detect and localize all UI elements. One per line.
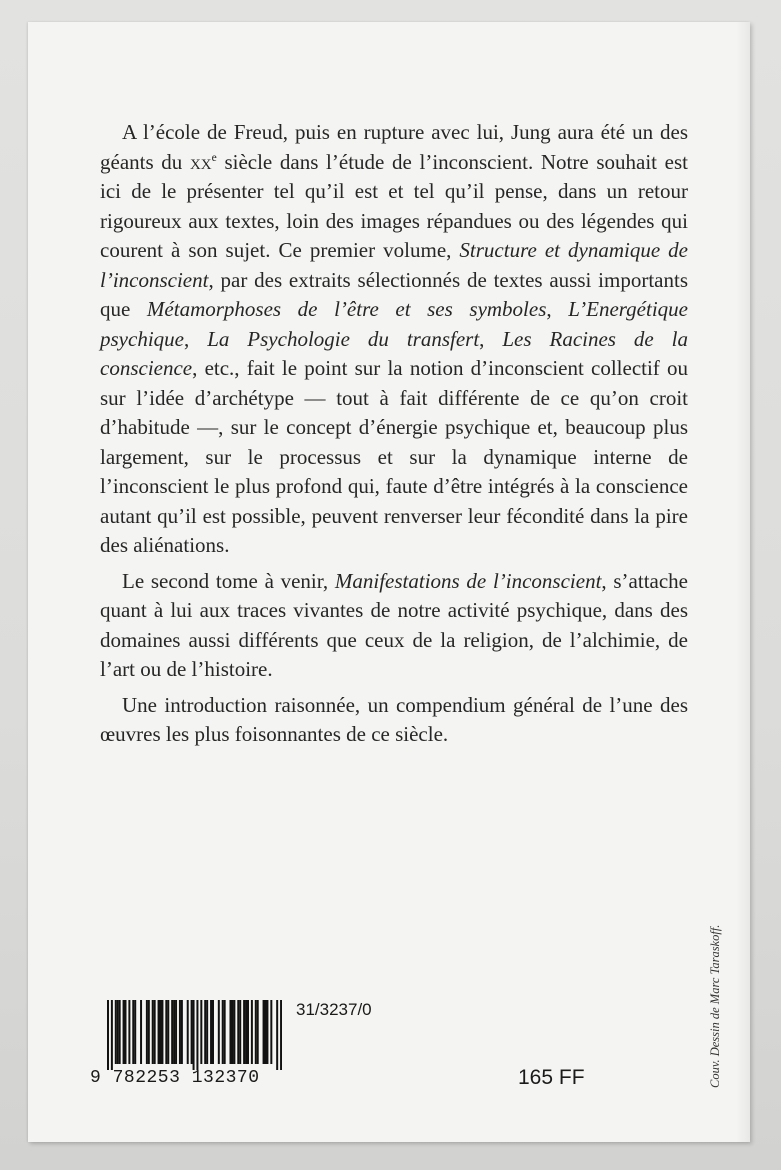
barcode-bar — [132, 1000, 134, 1064]
barcode-bar — [233, 1000, 235, 1064]
barcode-bar — [206, 1000, 208, 1064]
barcode-bar — [107, 1000, 109, 1070]
barcode-bar — [125, 1000, 127, 1064]
barcode-bar — [230, 1000, 232, 1064]
barcode-bar — [111, 1000, 113, 1070]
barcode-bars — [107, 1000, 282, 1070]
barcode-bar — [154, 1000, 156, 1064]
barcode-bar — [196, 1000, 198, 1070]
barcode-bar — [251, 1000, 253, 1064]
barcode-bar — [265, 1000, 267, 1064]
barcode-digits: 9 782253 132370 — [90, 1068, 260, 1088]
price-label: 165 FF — [518, 1066, 585, 1089]
title-racines: Les Racines de la conscience — [100, 326, 689, 380]
barcode-bar — [175, 1000, 177, 1064]
barcode-bar — [266, 1000, 268, 1064]
barcode-bar — [212, 1000, 214, 1064]
barcode-bar — [146, 1000, 148, 1064]
barcode-bar — [218, 1000, 220, 1064]
barcode-bar — [123, 1000, 125, 1064]
barcode-bar — [243, 1000, 245, 1064]
barcode-bar — [160, 1000, 162, 1064]
title-manifestations: Manifestations de l’inconscient — [334, 568, 602, 593]
back-cover-blurb — [100, 118, 688, 756]
barcode-bar — [181, 1000, 183, 1064]
barcode-bar — [247, 1000, 249, 1064]
barcode-bar — [231, 1000, 233, 1064]
barcode-bar — [152, 1000, 154, 1064]
barcode-bar — [222, 1000, 224, 1064]
barcode-bar — [128, 1000, 130, 1064]
blurb-paragraph-2: Le second tome à venir, Manifestations de l’inconscient, s’attache quant à lui aux traces vivantes de notre activité psychique, dans des domaines aussi différents que ceux de la religion, de l’alchimie, de l’art ou de l’histoire. — [100, 568, 688, 681]
barcode-bar — [245, 1000, 247, 1064]
blurb-paragraph-3: Une introduction raisonnée, un compendium général de l’une des œuvres les plus foisonnantes de ce siècle. — [100, 692, 688, 746]
barcode-bar — [255, 1000, 257, 1064]
title-energetique: L’Energétique psychique — [100, 297, 688, 351]
barcode-bar — [115, 1000, 117, 1064]
barcode-bar — [140, 1000, 142, 1064]
barcode-bar — [239, 1000, 241, 1064]
barcode-bar — [263, 1000, 265, 1064]
barcode-bar — [119, 1000, 121, 1064]
barcode-bar — [148, 1000, 150, 1064]
barcode-bar — [134, 1000, 136, 1064]
barcode-bar — [200, 1000, 202, 1064]
barcode-bar — [276, 1000, 278, 1070]
title-structure: Structure et dynamique de l’inconscient — [100, 238, 688, 292]
barcode-bar — [204, 1000, 206, 1064]
barcode-bar — [167, 1000, 169, 1064]
barcode-bar — [280, 1000, 282, 1070]
catalog-code: 31/3237/0 — [296, 1000, 372, 1019]
barcode-bar — [210, 1000, 212, 1064]
barcode-bar — [173, 1000, 175, 1064]
isbn-barcode — [90, 1000, 287, 1090]
cover-credit: Couv. Dessin de Marc Taraskoff. — [708, 924, 722, 1088]
barcode-bar — [161, 1000, 163, 1064]
title-metamorphoses: Métamorphoses de l’être et ses symboles — [146, 297, 547, 321]
barcode-bar — [193, 1000, 195, 1070]
barcode-bar — [191, 1000, 193, 1064]
barcode-bar — [165, 1000, 167, 1064]
barcode-bar — [158, 1000, 160, 1064]
barcode-bar — [171, 1000, 173, 1064]
barcode-bar — [179, 1000, 181, 1064]
cover-edge-shading — [736, 22, 750, 1142]
blurb-paragraph-1: A l’école de Freud, puis en rupture avec lui, Jung aura été un des géants du $xx^e$ siècle dans l’étude de l’inconscient. Notre souhait est ici de le présenter tel qu’il est et tel qu’il pense, dans un retour rigoureux aux textes, loin des images répandues ou des légendes qui courent à son sujet. Ce premier volume, Structure et dynamique de l’inconscient, par des extraits sélectionnés de textes aussi importants que Métamorphoses de l’être et ses symboles, L’Energétique psychique, La Psychologie du transfert, Les Racines de la conscience, etc., fait le point sur la notion d’inconscient collectif ou sur l’idée d’archétype — tout à fait différente de ce qu’on croit d’habitude —, sur le concept d’énergie psychique et, beaucoup plus largement, sur le processus et sur la dynamique interne de l’inconscient le plus profond qui, faute d’être intégrés à la conscience autant qu’il est possible, peuvent renverser leur fécondité dans la pire des aliénations. — [100, 120, 689, 557]
barcode-bar — [237, 1000, 239, 1064]
barcode-bar — [270, 1000, 272, 1064]
title-psychologie-transfert: La Psychologie du transfert — [207, 326, 480, 351]
barcode-bar — [224, 1000, 226, 1064]
barcode-bar — [117, 1000, 119, 1064]
barcode-bar — [187, 1000, 189, 1064]
barcode-bar — [257, 1000, 259, 1064]
